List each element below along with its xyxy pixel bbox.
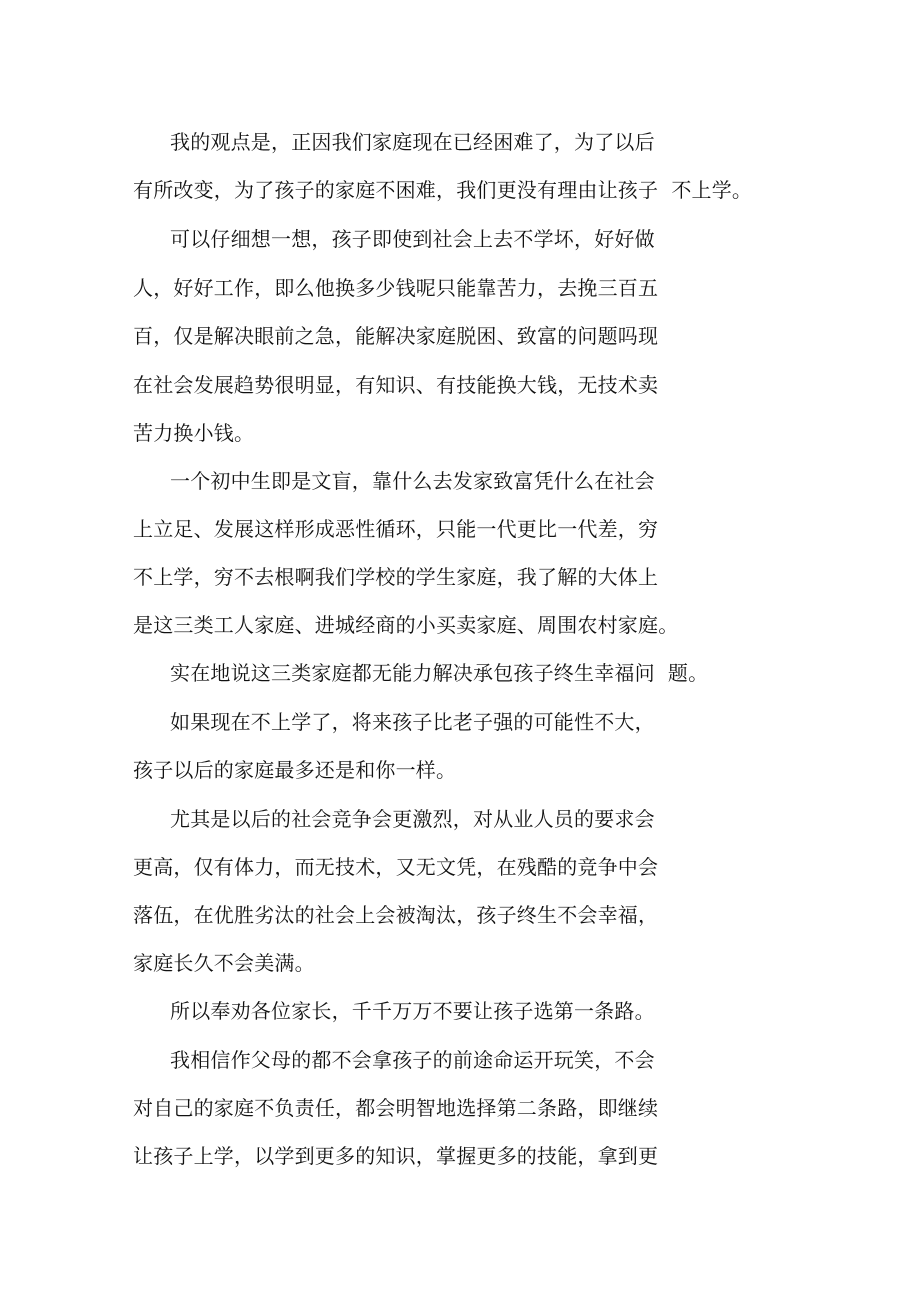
text-line: 孩子以后的家庭最多还是和你一样。 <box>133 758 457 782</box>
text-line: 我的观点是，正因我们家庭现在已经困难了，为了以后 <box>170 130 655 154</box>
text-line: 不上学，穷不去根啊我们学校的学生家庭，我了解的大体上 <box>133 565 659 589</box>
text-line: 落伍，在优胜劣汰的社会上会被淘汰，孩子终生不会幸福， <box>133 903 659 927</box>
text-line: 尤其是以后的社会竞争会更激烈，对从业人员的要求会 <box>170 807 655 831</box>
text-line: 上立足、发展这样形成恶性循环，只能一代更比一代差，穷 <box>133 517 659 541</box>
text-line: 有所改变，为了孩子的家庭不困难，我们更没有理由让孩子 不上学。 <box>133 178 753 202</box>
text-line: 实在地说这三类家庭都无能力解决承包孩子终生幸福问 题。 <box>170 661 709 685</box>
text-line: 家庭长久不会美满。 <box>133 951 315 975</box>
text-line: 百，仅是解决眼前之急，能解决家庭脱困、致富的问题吗现 <box>133 324 659 348</box>
text-line: 所以奉劝各位家长，千千万万不要让孩子选第一条路。 <box>170 999 655 1023</box>
text-line: 在社会发展趋势很明显，有知识、有技能换大钱，无技术卖 <box>133 373 659 397</box>
text-line: 可以仔细想一想，孩子即使到社会上去不学坏，好好做 <box>170 227 655 251</box>
text-line: 让孩子上学，以学到更多的知识，掌握更多的技能，拿到更 <box>133 1144 659 1168</box>
text-line: 对自己的家庭不负责任，都会明智地选择第二条路，即继续 <box>133 1096 659 1120</box>
text-line: 如果现在不上学了，将来孩子比老子强的可能性不大， <box>170 710 655 734</box>
text-line: 是这三类工人家庭、进城经商的小买卖家庭、周围农村家庭。 <box>133 613 679 637</box>
text-line: 我相信作父母的都不会拿孩子的前途命运开玩笑，不会 <box>170 1048 655 1072</box>
text-line: 苦力换小钱。 <box>133 421 255 445</box>
text-line: 一个初中生即是文盲，靠什么去发家致富凭什么在社会 <box>170 469 655 493</box>
text-line: 更高，仅有体力，而无技术，又无文凭，在残酷的竞争中会 <box>133 855 659 879</box>
text-line: 人，好好工作，即么他换多少钱呢只能靠苦力，去挽三百五 <box>133 276 659 300</box>
